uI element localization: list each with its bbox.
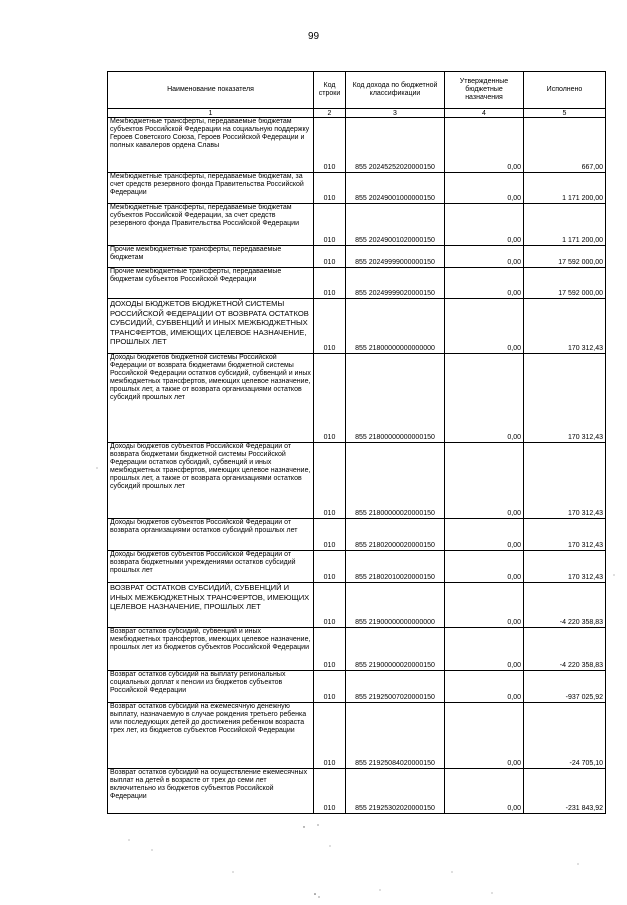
column-number: 1 [108, 109, 314, 118]
line-code: 010 [314, 583, 346, 628]
table-row [108, 246, 606, 268]
column-number-row [108, 109, 606, 118]
line-code: 010 [314, 703, 346, 769]
executed-amount: 17 592 000,00 [524, 268, 606, 299]
indicator-name: Межбюджетные трансферты, передаваемые бюджетам субъектов Российской Федерации на социальную поддержку Героев Советского Союза, Героев Российской Федерации и полных кавалеров ордена Славы [108, 118, 314, 173]
page-number: 99 [307, 31, 320, 42]
table-row [108, 204, 606, 246]
executed-amount: -4 220 358,83 [524, 628, 606, 671]
indicator-name: ВОЗВРАТ ОСТАТКОВ СУБСИДИЙ, СУБВЕНЦИЙ И ИНЫХ МЕЖБЮДЖЕТНЫХ ТРАНСФЕРТОВ, ИМЕЮЩИХ ЦЕЛЕВОЕ НАЗНАЧЕНИЕ, ПРОШЛЫХ ЛЕТ [108, 583, 314, 628]
indicator-name: Возврат остатков субсидий на ежемесячную денежную выплату, назначаемую в случае рождения третьего ребенка или последующих детей до достижения ребенком возраста трех лет, из бюджетов субъектов Российской Федерации [108, 703, 314, 769]
indicator-name: Прочие межбюджетные трансферты, передаваемые бюджетам [108, 246, 314, 268]
income-code: 855 20249999020000150 [346, 268, 445, 299]
approved-amount: 0,00 [445, 354, 524, 443]
approved-amount: 0,00 [445, 268, 524, 299]
income-code: 855 21925007020000150 [346, 671, 445, 703]
column-number: 5 [524, 109, 606, 118]
line-code: 010 [314, 551, 346, 583]
table-row [108, 354, 606, 443]
line-code: 010 [314, 769, 346, 814]
line-code: 010 [314, 204, 346, 246]
executed-amount: -24 705,10 [524, 703, 606, 769]
header-approved: Утвержденные бюджетные назначения [445, 72, 524, 109]
income-code: 855 20245252020000150 [346, 118, 445, 173]
indicator-name: Прочие межбюджетные трансферты, передаваемые бюджетам субъектов Российской Федерации [108, 268, 314, 299]
approved-amount: 0,00 [445, 246, 524, 268]
header-indicator-name: Наименование показателя [108, 72, 314, 109]
executed-amount: 667,00 [524, 118, 606, 173]
income-code: 855 21900000020000150 [346, 628, 445, 671]
table-row [108, 769, 606, 814]
indicator-name: Межбюджетные трансферты, передаваемые бюджетам, за счет средств резервного фонда Правительства Российской Федерации [108, 173, 314, 204]
indicator-name: Возврат остатков субсидий, субвенций и иных межбюджетных трансфертов, имеющих целевое назначение, прошлых лет из бюджетов субъектов Российской Федерации [108, 628, 314, 671]
executed-amount: 170 312,43 [524, 519, 606, 551]
approved-amount: 0,00 [445, 703, 524, 769]
approved-amount: 0,00 [445, 671, 524, 703]
indicator-name: Доходы бюджетов субъектов Российской Федерации от возврата бюджетными учреждениями остатков субсидий прошлых лет [108, 551, 314, 583]
income-report-table [107, 71, 606, 814]
executed-amount: 170 312,43 [524, 354, 606, 443]
income-code: 855 21800000000000000 [346, 299, 445, 354]
income-code: 855 21800000000000150 [346, 354, 445, 443]
approved-amount: 0,00 [445, 519, 524, 551]
indicator-name: ДОХОДЫ БЮДЖЕТОВ БЮДЖЕТНОЙ СИСТЕМЫ РОССИЙСКОЙ ФЕДЕРАЦИИ ОТ ВОЗВРАТА ОСТАТКОВ СУБСИДИЙ, СУБВЕНЦИЙ И ИНЫХ МЕЖБЮДЖЕТНЫХ ТРАНСФЕРТОВ, ИМЕЮЩИХ ЦЕЛЕВОЕ НАЗНАЧЕНИЕ, ПРОШЛЫХ ЛЕТ [108, 299, 314, 354]
indicator-name: Межбюджетные трансферты, передаваемые бюджетам субъектов Российской Федерации, за счет средств резервного фонда Правительства Российской Федерации [108, 204, 314, 246]
income-code: 855 21900000000000000 [346, 583, 445, 628]
table-row [108, 173, 606, 204]
table-row [108, 268, 606, 299]
executed-amount: 170 312,43 [524, 551, 606, 583]
line-code: 010 [314, 354, 346, 443]
executed-amount: -4 220 358,83 [524, 583, 606, 628]
line-code: 010 [314, 519, 346, 551]
executed-amount: 1 171 200,00 [524, 173, 606, 204]
table-row [108, 703, 606, 769]
line-code: 010 [314, 118, 346, 173]
income-code: 855 21800000020000150 [346, 443, 445, 519]
executed-amount: -231 843,92 [524, 769, 606, 814]
income-code: 855 21925302020000150 [346, 769, 445, 814]
line-code: 010 [314, 268, 346, 299]
line-code: 010 [314, 299, 346, 354]
table-row [108, 671, 606, 703]
header-row [108, 72, 606, 109]
line-code: 010 [314, 628, 346, 671]
table-row [108, 583, 606, 628]
line-code: 010 [314, 173, 346, 204]
header-executed: Исполнено [524, 72, 606, 109]
table-row [108, 519, 606, 551]
income-code: 855 21802000020000150 [346, 519, 445, 551]
approved-amount: 0,00 [445, 551, 524, 583]
indicator-name: Доходы бюджетов субъектов Российской Федерации от возврата бюджетами бюджетной системы Российской Федерации остатков субсидий, субвенций и иных межбюджетных трансфертов, имеющих целевое назначение, прошлых лет, а также от возврата организациями остатков субсидий прошлых лет [108, 443, 314, 519]
column-number: 3 [346, 109, 445, 118]
executed-amount: 17 592 000,00 [524, 246, 606, 268]
executed-amount: 1 171 200,00 [524, 204, 606, 246]
table-row [108, 551, 606, 583]
income-code: 855 20249999000000150 [346, 246, 445, 268]
line-code: 010 [314, 443, 346, 519]
indicator-name: Возврат остатков субсидий на выплату региональных социальных доплат к пенсии из бюджетов субъектов Российской Федерации [108, 671, 314, 703]
indicator-name: Доходы бюджетов бюджетной системы Российской Федерации от возврата бюджетами бюджетной системы Российской Федерации остатков субсидий, субвенций и иных межбюджетных трансфертов, имеющих целевое назначение, прошлых лет, а также от возврата организациями остатков субсидий прошлых лет [108, 354, 314, 443]
table-row [108, 628, 606, 671]
table-row [108, 299, 606, 354]
approved-amount: 0,00 [445, 299, 524, 354]
approved-amount: 0,00 [445, 628, 524, 671]
indicator-name: Доходы бюджетов субъектов Российской Федерации от возврата организациями остатков субсидий прошлых лет [108, 519, 314, 551]
approved-amount: 0,00 [445, 173, 524, 204]
indicator-name: Возврат остатков субсидий на осуществление ежемесячных выплат на детей в возрасте от трех до семи лет включительно из бюджетов субъектов Российской Федерации [108, 769, 314, 814]
table-row [108, 118, 606, 173]
approved-amount: 0,00 [445, 443, 524, 519]
income-code: 855 21925084020000150 [346, 703, 445, 769]
column-number: 2 [314, 109, 346, 118]
income-code: 855 20249001020000150 [346, 204, 445, 246]
approved-amount: 0,00 [445, 583, 524, 628]
executed-amount: 170 312,43 [524, 443, 606, 519]
income-code: 855 20249001000000150 [346, 173, 445, 204]
income-code: 855 21802010020000150 [346, 551, 445, 583]
table-row [108, 443, 606, 519]
approved-amount: 0,00 [445, 118, 524, 173]
line-code: 010 [314, 246, 346, 268]
header-income-code: Код дохода по бюджетной классификации [346, 72, 445, 109]
executed-amount: 170 312,43 [524, 299, 606, 354]
column-number: 4 [445, 109, 524, 118]
approved-amount: 0,00 [445, 769, 524, 814]
executed-amount: -937 025,92 [524, 671, 606, 703]
line-code: 010 [314, 671, 346, 703]
header-line-code: Код строки [314, 72, 346, 109]
approved-amount: 0,00 [445, 204, 524, 246]
